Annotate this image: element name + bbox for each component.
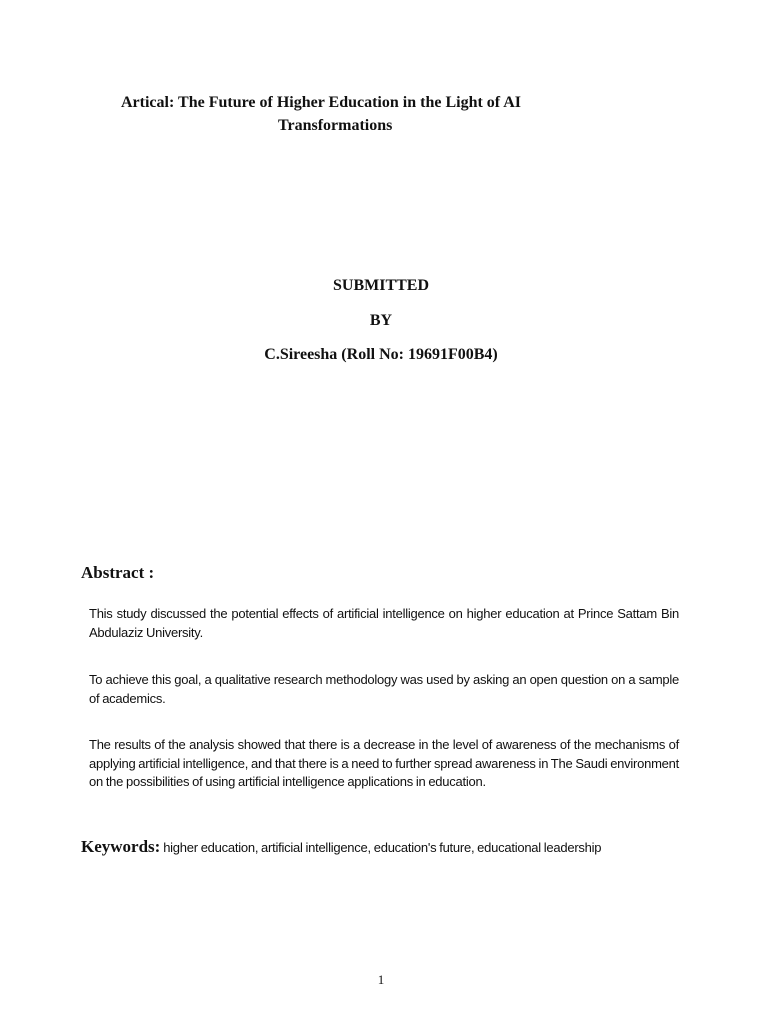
abstract-paragraph-2: To achieve this goal, a qualitative research methodology was used by asking an open question on a sample of academics. <box>89 672 679 706</box>
keywords-text: higher education, artificial intelligence, education's future, educational leadership <box>160 840 602 855</box>
abstract-heading: Abstract : <box>81 563 155 582</box>
page-number: 1 <box>377 972 385 987</box>
title-line-1: Artical: The Future of Higher Education in the Light of AI <box>121 94 522 111</box>
title-line-2: Transformations <box>278 117 393 134</box>
author-line: C.Sireesha (Roll No: 19691F00B4) <box>264 346 498 363</box>
keywords-label: Keywords: <box>81 837 161 856</box>
by-label: BY <box>369 312 393 329</box>
submitted-label: SUBMITTED <box>332 277 430 294</box>
abstract-paragraph-1: This study discussed the potential effects of artificial intelligence on higher education at Prince Sattam Bin Abdulaziz University. <box>89 606 679 640</box>
abstract-paragraph-3: The results of the analysis showed that there is a decrease in the level of awareness of the mechanisms of applying artificial intelligence, and that there is a need to further spread awareness in The Saudi environment on the possibilities of using artificial intelligence applications in education. <box>89 737 679 789</box>
keywords-line <box>81 837 601 857</box>
